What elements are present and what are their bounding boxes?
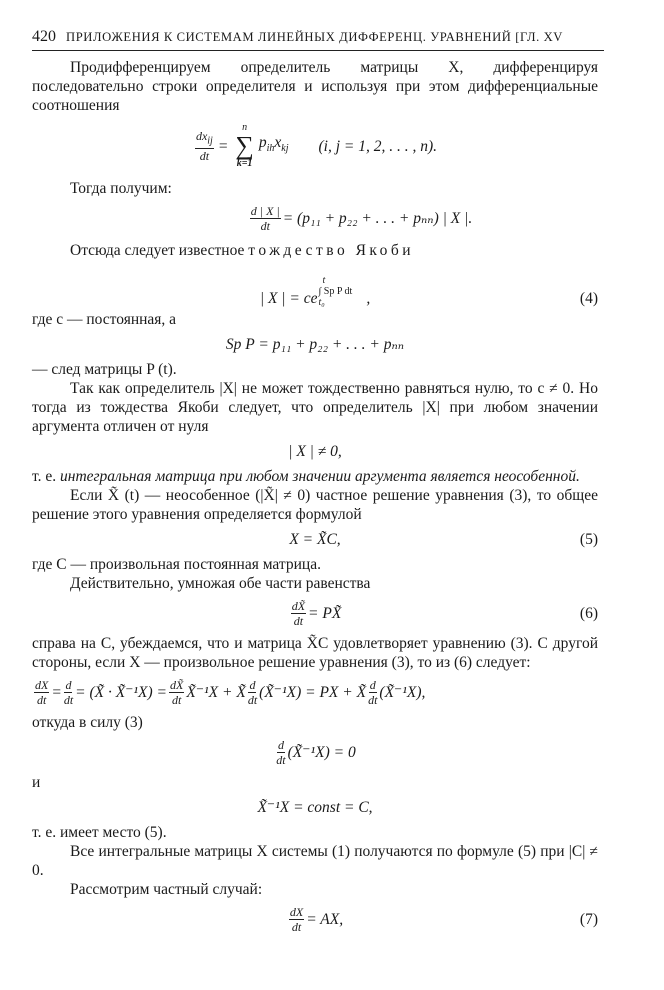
paragraph: Тогда получим: [70, 180, 172, 197]
equation-zero: $\frac{d}{dt}$ (X̃⁻¹X) = 0 [276, 738, 356, 767]
paragraph: откуда в силу (3) [32, 714, 143, 731]
fraction: $\frac{dx_{ij}}{dt}$ [195, 128, 213, 164]
equation-trace: Sp P = p₁₁ + p₂₂ + . . . + pₙₙ [225, 336, 405, 353]
equation-long: $\frac{dX}{dt}$ = $\frac{d}{dt}$ = (X̃ · X̃⁻¹X) = $\frac{dX̃}{dt}$ X̃⁻¹X + X̃ $\frac{d}{dt}$ (X̃⁻¹X) = PX + X̃ $\frac{d}{dt}$ (X̃⁻¹X), [35, 678, 426, 707]
equation-nonzero: | X | ≠ 0, [288, 443, 342, 460]
equation-number: (6) [579, 605, 598, 622]
sum-symbol: n ∑ k=1 [235, 122, 254, 169]
equation-det-derivative: $\frac{d | X |}{dt}$ = (p₁₁ + p₂₂ + . . . + pₙₙ) | X |. [250, 204, 473, 233]
paragraph: — след матрицы P (t). [32, 361, 177, 378]
paragraph: Рассмотрим частный случай: [70, 881, 263, 898]
paragraph: Отсюда следует известное тождество Якоби [70, 242, 415, 259]
paragraph: справа на C, убеждаемся, что и матрица X̃C удовлетворяет уравнению (3). С другой стороны, если X — произвольное решение уравнения (3), то из (6) следует: [32, 635, 598, 671]
paragraph: т. е. интегральная матрица при любом значении аргумента является неособенной. [32, 468, 580, 485]
paragraph: где C — произвольная постоянная матрица. [32, 556, 321, 573]
equation-6: $\frac{dX̃}{dt}$ = PX̃ (6) [291, 599, 598, 628]
equation-derivative-relation: $\frac{dx_{ij}}{dt}$ = n ∑ k=1 $p_{ih}x_{kj}$ (i, j = 1, 2, . . . , n). [195, 122, 438, 169]
exponent-integral: t ∫ Sp P dt t₀ [318, 275, 353, 308]
paragraph: и [32, 774, 41, 791]
equation-5: X = X̃C, (5) [289, 531, 598, 548]
equation-number: (5) [579, 531, 598, 548]
equation-4: | X | = ce t ∫ Sp P dt t₀ , (4) [259, 275, 598, 308]
paragraph: Если X̃ (t) — неособенное (|X̃| ≠ 0) частное решение уравнения (3), то общее решение этого уравнения определяется формулой [32, 487, 598, 523]
paragraph: т. е. имеет место (5). [32, 824, 167, 841]
running-header [32, 27, 604, 51]
paragraph: Действительно, умножая обе части равенства [70, 575, 371, 592]
equation-const: X̃⁻¹X = const = C, [257, 799, 373, 816]
paragraph: Продифференцируем определитель матрицы X, дифференцируя последовательно строки определителя и используя при этом дифференциальные соотношения [32, 59, 598, 114]
running-title: ПРИЛОЖЕНИЯ К СИСТЕМАМ ЛИНЕЙНЫХ ДИФФЕРЕНЦ. УРАВНЕНИЙ [ГЛ. XV [66, 30, 563, 44]
paragraph: Все интегральные матрицы X системы (1) получаются по формуле (5) при |C| ≠ 0. [32, 843, 598, 879]
paragraph: Так как определитель |X| не может тождественно равняться нулю, то c ≠ 0. Но тогда из тождества Якоби следует, что определитель |X| при любом значении аргумента отличен от нуля [32, 380, 598, 435]
paragraph: где c — постоянная, а [32, 311, 177, 328]
equation-7: $\frac{dX}{dt}$ = AX, (7) [289, 905, 598, 934]
page-number: 420 [32, 28, 56, 45]
page-body [32, 58, 598, 940]
equation-number: (7) [579, 911, 598, 928]
equation-number: (4) [579, 290, 598, 307]
